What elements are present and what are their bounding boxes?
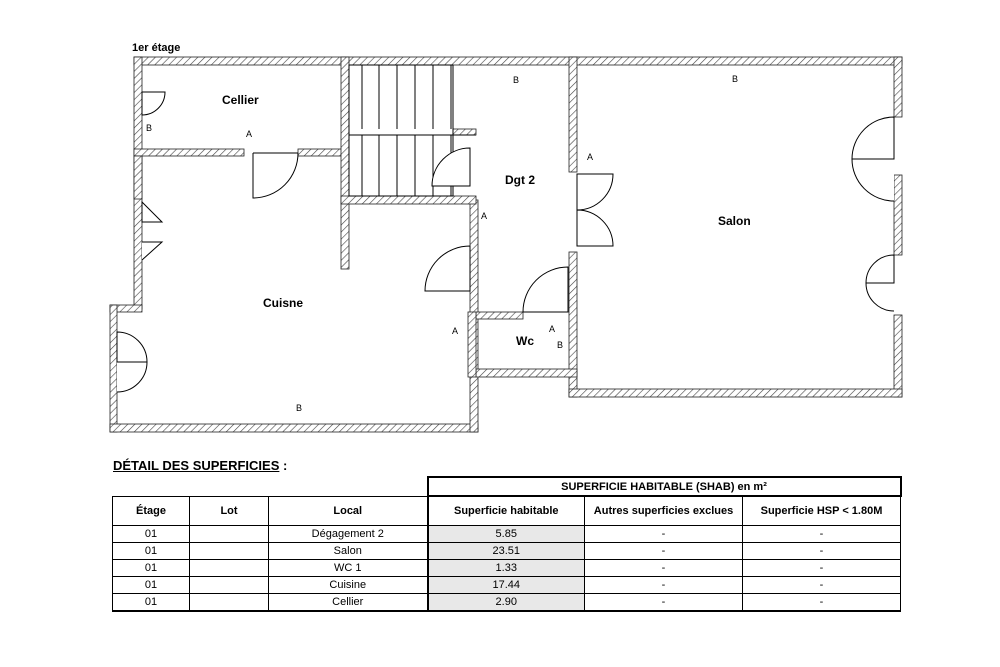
header-autres: Autres superficies exclues bbox=[585, 496, 743, 526]
header-hsp: Superficie HSP < 1.80M bbox=[743, 496, 901, 526]
cell-etage: 01 bbox=[113, 560, 190, 577]
wall-mark: A bbox=[549, 324, 556, 334]
cell-local: WC 1 bbox=[269, 560, 428, 577]
door-cellier-bottom bbox=[253, 153, 298, 198]
room-label-salon: Salon bbox=[718, 214, 751, 228]
wall-mark: B bbox=[732, 74, 739, 84]
floor-label: 1er étage bbox=[132, 42, 181, 54]
detail-title bbox=[113, 458, 287, 473]
window-kitchen-left bbox=[117, 332, 147, 362]
detail-title-suffix: : bbox=[279, 458, 288, 473]
door-wc bbox=[523, 267, 568, 312]
wall-mark: A bbox=[587, 152, 594, 162]
cell-local: Cellier bbox=[269, 594, 428, 612]
cell-hsp: - bbox=[743, 594, 901, 612]
cell-habitable: 17.44 bbox=[428, 577, 585, 594]
cell-habitable: 2.90 bbox=[428, 594, 585, 612]
cell-habitable: 1.33 bbox=[428, 560, 585, 577]
detail-title-text: DÉTAIL DES SUPERFICIES bbox=[113, 458, 280, 473]
wall-mark: B bbox=[557, 340, 564, 350]
cell-habitable: 23.51 bbox=[428, 543, 585, 560]
cell-autres: - bbox=[585, 577, 743, 594]
cell-etage: 01 bbox=[113, 577, 190, 594]
wall-mark: B bbox=[146, 123, 153, 133]
cell-etage: 01 bbox=[113, 594, 190, 612]
cell-etage: 01 bbox=[113, 526, 190, 543]
group-header: SUPERFICIE HABITABLE (SHAB) en m² bbox=[428, 477, 901, 496]
areas-table bbox=[112, 476, 902, 612]
window-salon-right-1 bbox=[852, 117, 894, 159]
header-local: Local bbox=[269, 496, 428, 526]
cell-hsp: - bbox=[743, 560, 901, 577]
wall-mark: A bbox=[481, 211, 488, 221]
table-row bbox=[113, 594, 901, 612]
door-salon-left bbox=[577, 174, 613, 210]
table-row bbox=[113, 560, 901, 577]
table-row bbox=[113, 543, 901, 560]
window-salon-right-2 bbox=[866, 255, 894, 283]
cell-local: Salon bbox=[269, 543, 428, 560]
cell-autres: - bbox=[585, 594, 743, 612]
cell-habitable: 5.85 bbox=[428, 526, 585, 543]
cell-autres: - bbox=[585, 543, 743, 560]
cell-hsp: - bbox=[743, 526, 901, 543]
wall-mark: B bbox=[296, 403, 303, 413]
header-habitable: Superficie habitable bbox=[428, 496, 585, 526]
table-spacer bbox=[113, 477, 428, 496]
cell-hsp: - bbox=[743, 577, 901, 594]
room-label-wc: Wc bbox=[516, 334, 534, 348]
doors bbox=[117, 92, 894, 392]
cell-lot bbox=[190, 560, 269, 577]
cell-autres: - bbox=[585, 560, 743, 577]
room-label-dgt2: Dgt 2 bbox=[505, 173, 535, 187]
door-kitchen-right bbox=[425, 246, 470, 291]
cell-hsp: - bbox=[743, 543, 901, 560]
cell-etage: 01 bbox=[113, 543, 190, 560]
walls bbox=[110, 57, 902, 432]
table-row bbox=[113, 526, 901, 543]
header-etage: Étage bbox=[113, 496, 190, 526]
wall-mark: A bbox=[246, 129, 253, 139]
room-label-cellier: Cellier bbox=[222, 93, 259, 107]
wall-mark: A bbox=[452, 326, 459, 336]
cell-autres: - bbox=[585, 526, 743, 543]
cell-lot bbox=[190, 577, 269, 594]
cell-lot bbox=[190, 526, 269, 543]
door-kitchen-window-1 bbox=[142, 202, 162, 222]
header-lot: Lot bbox=[190, 496, 269, 526]
cell-lot bbox=[190, 594, 269, 612]
wall-mark: B bbox=[513, 75, 520, 85]
cell-local: Cuisine bbox=[269, 577, 428, 594]
cell-local: Dégagement 2 bbox=[269, 526, 428, 543]
room-label-cuisine: Cuisne bbox=[263, 296, 304, 310]
table-row bbox=[113, 577, 901, 594]
door-cellier-left bbox=[142, 92, 165, 115]
cell-lot bbox=[190, 543, 269, 560]
